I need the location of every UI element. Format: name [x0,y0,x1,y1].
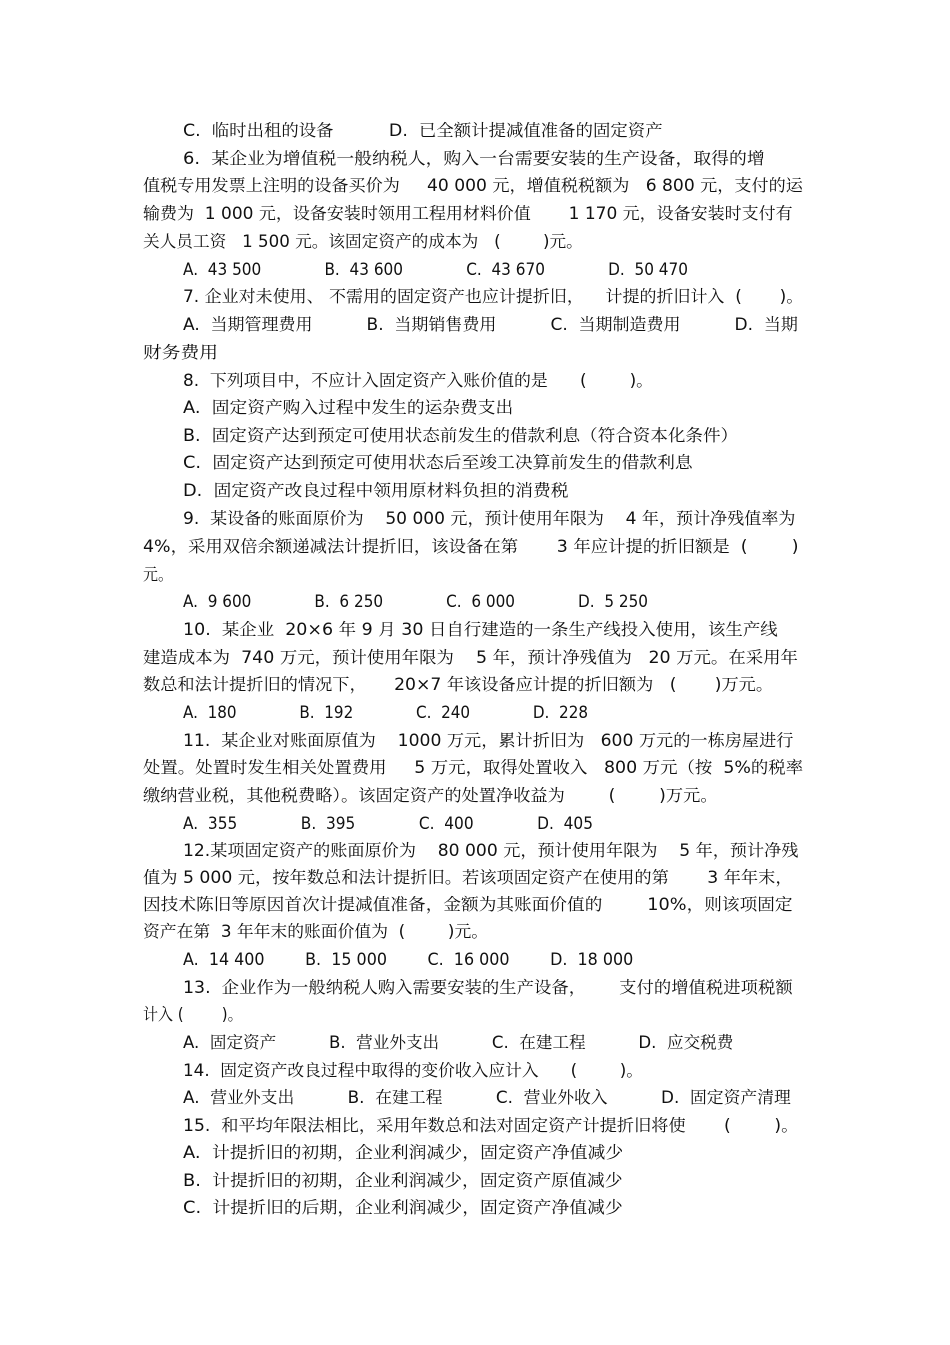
text-line: C. 临时出租的设备 D. 已全额计提减值准备的固定资产 [183,121,663,140]
text-line: 6. 某企业为增值税一般纳税人，购入一台需要安装的生产设备，取得的增 [183,149,765,168]
text-line: A. 计提折旧的初期，企业利润减少，固定资产净值减少 [183,1143,624,1162]
text-line: 输费为 1 000 元，设备安装时领用工程用材料价值 1 170 元，设备安装时支付有 [143,204,793,223]
text-line: 10. 某企业 20×6 年 9 月 30 日自行建造的一条生产线投入使用，该生产线 [183,620,778,639]
text-line: 8. 下列项目中，不应计入固定资产入账价值的是 ( )。 [183,371,654,390]
text-line: 数总和法计提折旧的情况下， 20×7 年该设备应计提的折旧额为 ( )万元。 [143,675,774,694]
text-line: A. 14 400 B. 15 000 C. 16 000 D. 18 000 [183,950,634,969]
text-line: A. 固定资产购入过程中发生的运杂费支出 [183,398,514,417]
text-line: A. 营业外支出 B. 在建工程 C. 营业外收入 D. 固定资产清理 [183,1088,791,1107]
text-line: 11. 某企业对账面原值为 1000 万元，累计折旧为 600 万元的一栋房屋进行 [183,731,794,750]
text-line: A. 180 B. 192 C. 240 D. 228 [183,703,589,722]
text-line: 处置。处置时发生相关处置费用 5 万元，取得处置收入 800 万元（按 5%的税率 [143,758,804,777]
text-line: 14. 固定资产改良过程中取得的变价收入应计入 ( )。 [183,1061,644,1080]
text-line: C. 计提折旧的后期，企业利润减少，固定资产净值减少 [183,1198,623,1217]
text-line: A. 当期管理费用 B. 当期销售费用 C. 当期制造费用 D. 当期 [183,315,798,334]
text-line: 9. 某设备的账面原价为 50 000 元，预计使用年限为 4 年，预计净残值率为 [183,509,796,528]
text-line: A. 43 500 B. 43 600 C. 43 670 D. 50 470 [183,260,688,279]
text-line: 建造成本为 740 万元，预计使用年限为 5 年，预计净残值为 20 万元。在采用年 [143,648,798,667]
text-line: B. 固定资产达到预定可使用状态前发生的借款利息（符合资本化条件） [183,426,739,445]
text-line: 元。 [143,565,174,584]
text-line: 财务费用 [143,343,219,362]
text-line: 缴纳营业税，其他税费略）。该固定资产的处置净收益为 ( )万元。 [143,786,718,805]
text-line: 4%，采用双倍余额递减法计提折旧，该设备在第 3 年应计提的折旧额是 ( ) [143,537,799,556]
text-line: A. 355 B. 395 C. 400 D. 405 [183,814,594,833]
text-line: 关人员工资 1 500 元。该固定资产的成本为 ( )元。 [143,232,583,251]
text-line: 15. 和平均年限法相比，采用年数总和法对固定资产计提折旧将使 ( )。 [183,1116,799,1135]
text-line: 因技术陈旧等原因首次计提减值准备，金额为其账面价值的 10%，则该项固定 [143,895,793,914]
text-line: 值税专用发票上注明的设备买价为 40 000 元，增值税税额为 6 800 元，支付的运 [143,176,803,195]
text-line: 资产在第 3 年年末的账面价值为 ( )元。 [143,922,489,941]
text-line: D. 固定资产改良过程中领用原材料负担的消费税 [183,481,569,500]
text-line: 13. 企业作为一般纳税人购入需要安装的生产设备， 支付的增值税进项税额 [183,978,793,997]
text-line: 12.某项固定资产的账面原价为 80 000 元，预计使用年限为 5 年，预计净残 [183,841,799,860]
text-line: 计入 ( )。 [143,1005,243,1024]
text-line: 7. 企业对未使用、 不需用的固定资产也应计提折旧， 计提的折旧计入 ( )。 [183,287,804,306]
text-line: 值为 5 000 元，按年数总和法计提折旧。若该项固定资产在使用的第 3 年年末， [143,868,793,887]
text-line: A. 9 600 B. 6 250 C. 6 000 D. 5 250 [183,592,649,611]
text-line: A. 固定资产 B. 营业外支出 C. 在建工程 D. 应交税费 [183,1033,734,1052]
text-line: C. 固定资产达到预定可使用状态后至竣工决算前发生的借款利息 [183,453,693,472]
text-line: B. 计提折旧的初期，企业利润减少，固定资产原值减少 [183,1171,623,1190]
